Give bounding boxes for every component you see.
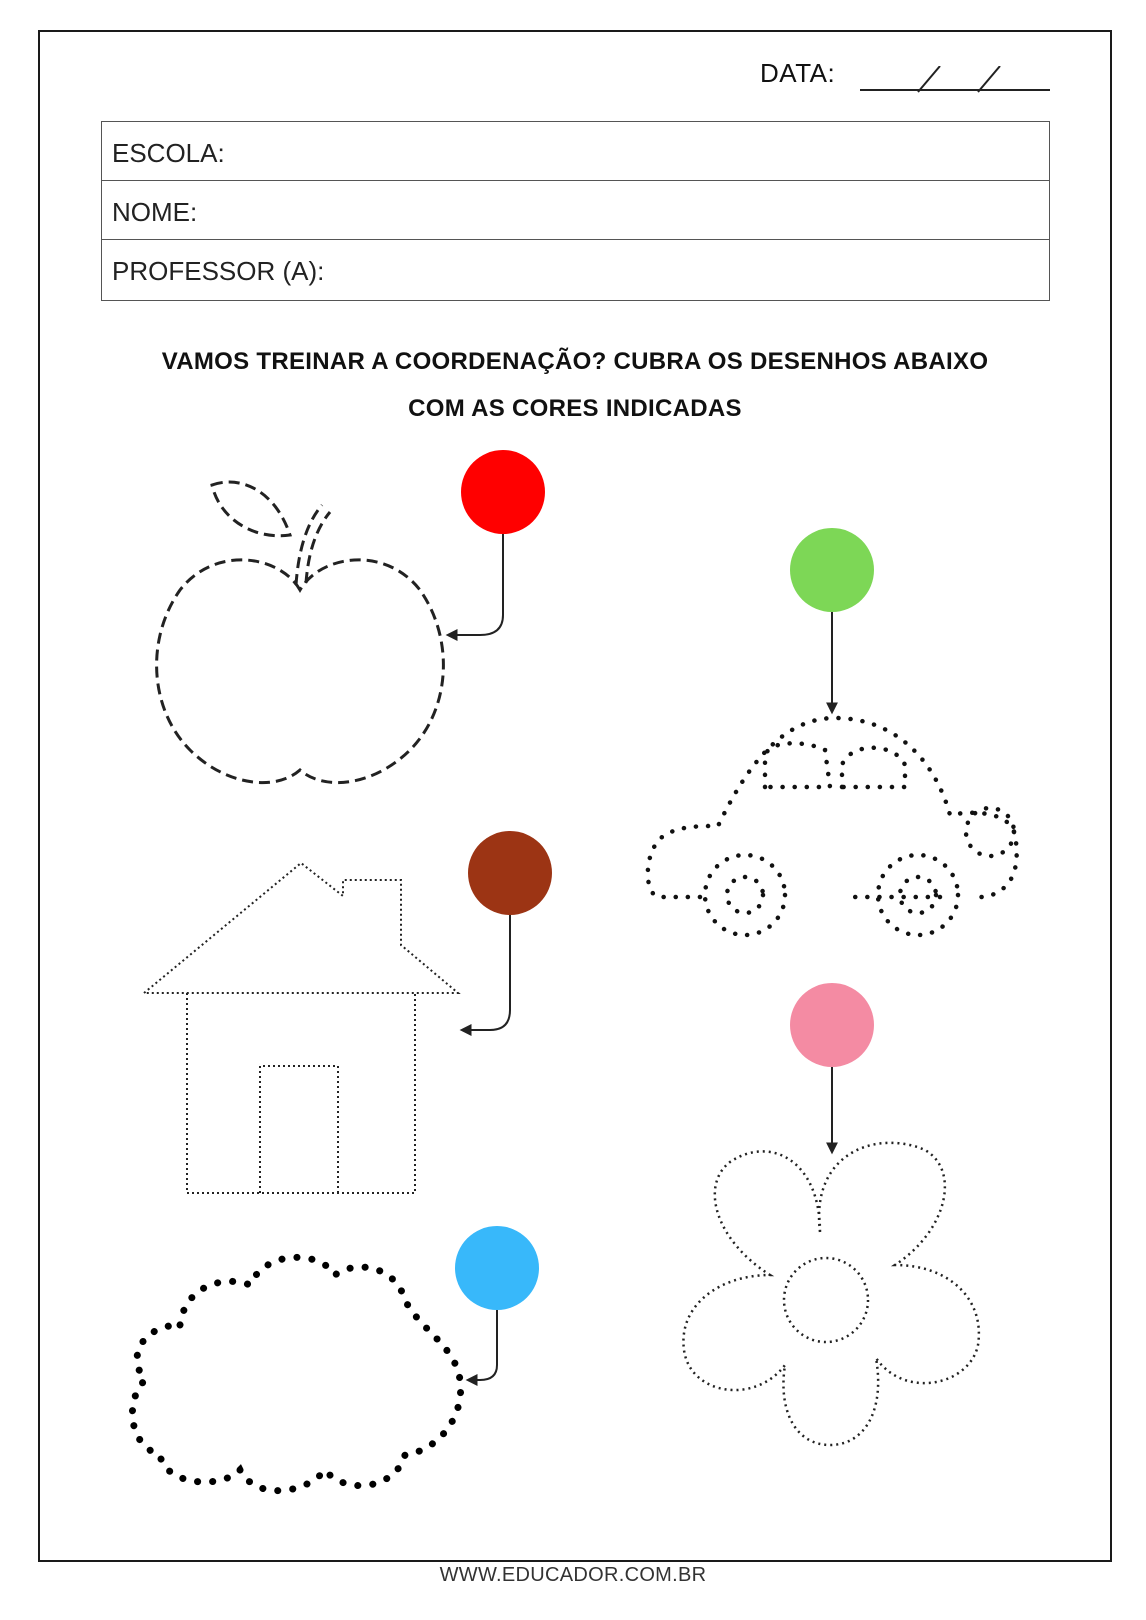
car-color-dot (790, 528, 874, 612)
date-label: DATA: (760, 58, 836, 88)
flower-tracing[interactable] (683, 1143, 978, 1445)
apple-color-dot (461, 450, 545, 534)
cloud-tracing[interactable] (132, 1257, 460, 1490)
house-arrow (462, 915, 510, 1030)
apple-arrow (448, 534, 503, 635)
website-footer: WWW.EDUCADOR.COM.BR (439, 1564, 707, 1586)
name-label: NOME: (112, 197, 198, 227)
cloud-arrow (468, 1310, 497, 1380)
instructions-line-1: VAMOS TREINAR A COORDENAÇÃO? CUBRA OS DESENHOS ABAIXO (161, 348, 989, 375)
flower-color-dot (790, 983, 874, 1067)
apple-tracing[interactable] (157, 482, 444, 783)
school-label: ESCOLA: (112, 138, 225, 168)
house-tracing[interactable] (144, 863, 458, 1193)
cloud-color-dot (455, 1226, 539, 1310)
instructions-line-2: COM AS CORES INDICADAS (408, 395, 742, 422)
car-tracing[interactable] (648, 718, 1017, 935)
house-color-dot (468, 831, 552, 915)
teacher-label: PROFESSOR (A): (112, 256, 325, 286)
